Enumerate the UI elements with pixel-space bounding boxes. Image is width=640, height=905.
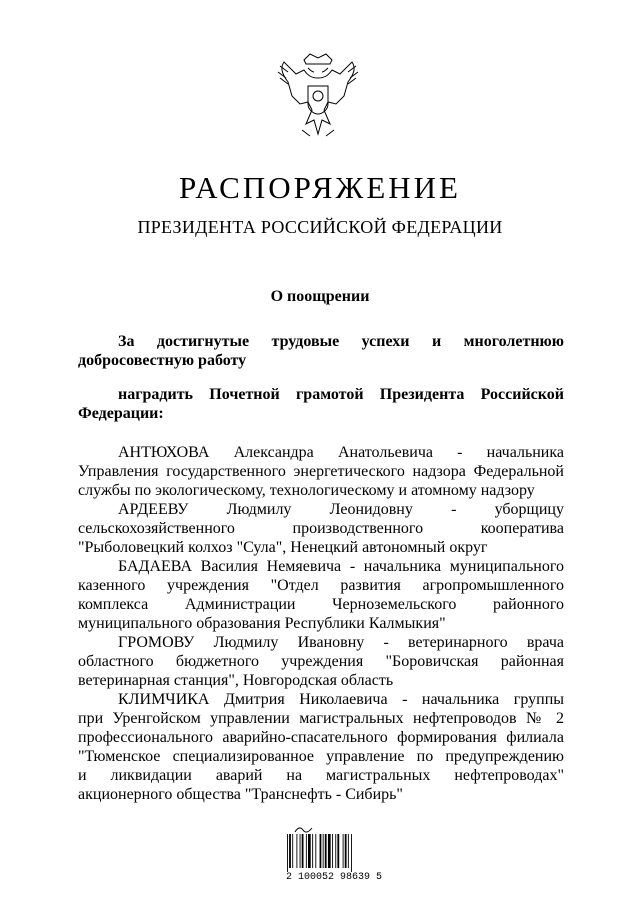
award-entry [78, 500, 564, 557]
barcode-bar [343, 834, 344, 868]
barcode-bar [315, 834, 316, 868]
award-line: "Тюменское специализированное управление по предупреждению [78, 748, 564, 765]
barcode-bar [328, 834, 331, 868]
intro-line: За достигнутые трудовые успехи и многолетнюю [118, 333, 564, 350]
document-subtitle: ПРЕЗИДЕНТА РОССИЙСКОЙ ФЕДЕРАЦИИ [137, 217, 503, 237]
document-heading: О поощрении [270, 288, 370, 305]
barcode-bar [332, 834, 333, 868]
barcode-bar [325, 834, 327, 868]
award-line: сельскохозяйственного производственного кооператива [78, 520, 564, 537]
barcode [286, 826, 383, 886]
barcode-bar [337, 834, 339, 868]
barcode-bar [345, 834, 347, 868]
award-entry [78, 633, 564, 690]
barcode-bar [308, 834, 311, 868]
barcode-bar [289, 834, 291, 868]
barcode-bar [300, 834, 301, 868]
barcode-number: 2 100052 98639 5 [286, 872, 383, 883]
barcode-bar [302, 834, 304, 868]
award-line: АНТЮХОВА Александра Анатольевича - начальника [118, 444, 564, 461]
award-line: ветеринарная станция", Новгородская область [78, 672, 394, 689]
barcode-bar [296, 834, 297, 868]
intro-paragraph-award [78, 385, 564, 423]
barcode-icon [286, 834, 372, 872]
barcode-bar [287, 834, 288, 872]
award-line: "Рыболовецкий колхоз "Сула", Ненецкий автономный округ [78, 539, 488, 556]
barcode-bar [351, 834, 352, 872]
document-title: РАСПОРЯЖЕНИЕ [179, 170, 461, 205]
intro-line: добросовестную работу [78, 352, 247, 369]
award-entry [78, 443, 564, 500]
award-line: профессионального аварийно-спасательного формирования филиала [78, 729, 564, 746]
russian-coat-of-arms-icon [274, 52, 362, 142]
award-line: областного бюджетного учреждения "Боровичская районная [78, 653, 564, 670]
barcode-mark-icon [294, 826, 314, 834]
intro-line: наградить Почетной грамотой Президента Российской [118, 386, 564, 403]
intro-paragraph-reason [78, 332, 564, 370]
award-line: комплекса Администрации Черноземельского районного [78, 596, 564, 613]
award-entry [78, 557, 564, 633]
award-line: КЛИМЧИКА Дмитрия Николаевича - начальника группы [118, 691, 564, 708]
award-line: казенного учреждения "Отдел развития агропромышленного [78, 577, 564, 594]
award-line: БАДАЕВА Василия Немяевича - начальника муниципального [118, 558, 564, 575]
award-line: акционерного общества "Транснефть - Сибирь" [78, 786, 403, 803]
award-line: службы по экологическому, технологическому и атомному надзору [78, 482, 535, 499]
award-line: ГРОМОВУ Людмилу Ивановну - ветеринарного врача [118, 634, 564, 651]
barcode-bar [312, 834, 313, 868]
barcode-bar [292, 834, 293, 868]
award-list [78, 443, 564, 804]
award-line: при Уренгойском управлении магистральных нефтепроводов № 2 [78, 710, 564, 727]
barcode-bar [323, 834, 324, 868]
intro-line: Федерации: [78, 405, 164, 422]
award-line: и ликвидации аварий на магистральных нефтепроводах" [78, 767, 564, 784]
barcode-bar [306, 834, 307, 868]
award-line: АРДЕЕВУ Людмилу Леонидовну - уборщицу [118, 501, 564, 518]
barcode-bar [320, 834, 322, 868]
award-line: муниципального образования Республики Калмыкия" [78, 615, 446, 632]
barcode-bar [335, 834, 336, 868]
award-line: Управления государственного энергетического надзора Федеральной [78, 463, 564, 480]
barcode-bar [348, 834, 349, 868]
award-entry [78, 690, 564, 804]
